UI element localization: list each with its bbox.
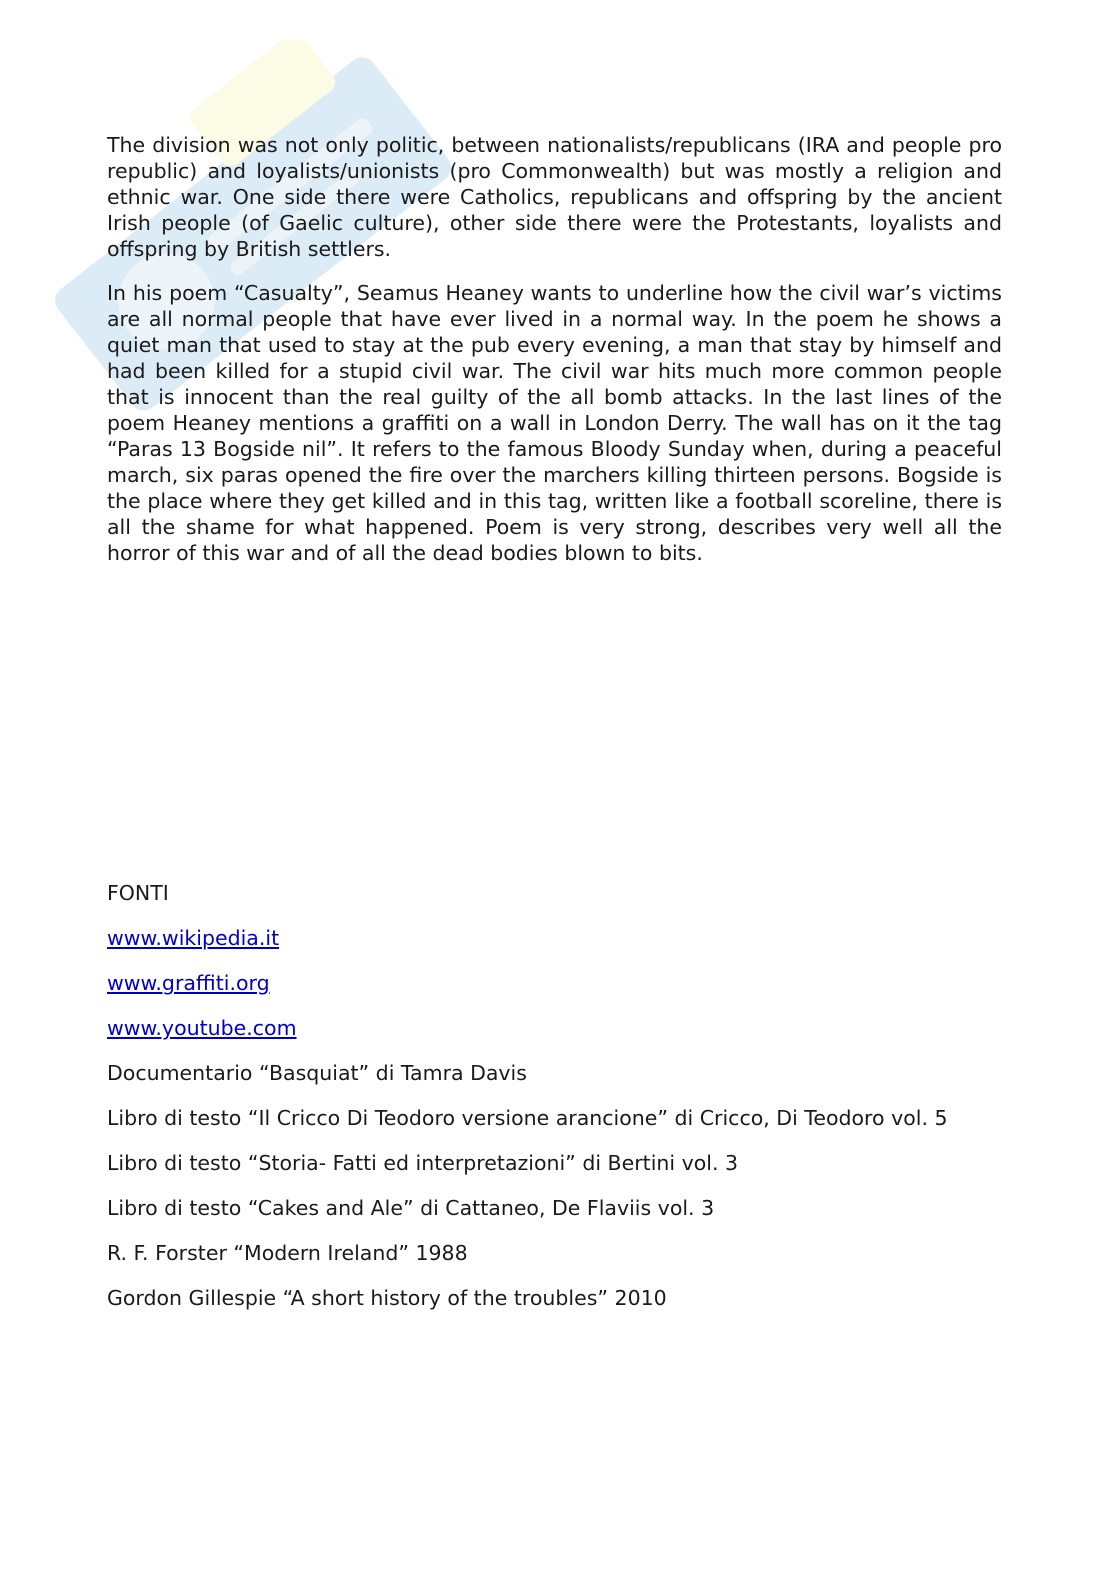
reference-item: Documentario “Basquiat” di Tamra Davis — [107, 1061, 527, 1085]
paragraph-casualty: In his poem “Casualty”, Seamus Heaney wants to underline how the civil war’s victims are all normal people that have ever lived in a normal way. In the poem he shows a quiet man that used to stay at the pub every evening, a man that stay by himself and had been killed for a stupid civil war. The civil war hits much more common people that is innocent than the real guilty of the all bomb attacks. In the last lines of the poem Heaney mentions a graffiti on a wall in London Derry. The wall has on it the tag “Paras 13 Bogside nil”. It refers to the famous Bloody Sunday when, during a peaceful march, six paras opened the fire over the marchers killing thirteen persons. Bogside is the place where they get killed and in this tag, written like a football scoreline, there is all the shame for what happened. Poem is very strong, describes very well all the horror of this war and of all the dead bodies blown to bits. — [107, 281, 1002, 565]
source-link-graffiti[interactable]: www.graffiti.org — [107, 971, 270, 995]
reference-item: Libro di testo “Storia- Fatti ed interpretazioni” di Bertini vol. 3 — [107, 1151, 739, 1175]
reference-item: Libro di testo “Il Cricco Di Teodoro versione arancione” di Cricco, Di Teodoro vol. 5 — [107, 1106, 948, 1130]
essay-body — [107, 132, 1002, 584]
source-link-youtube[interactable]: www.youtube.com — [107, 1016, 297, 1040]
reference-item: Libro di testo “Cakes and Ale” di Cattaneo, De Flaviis vol. 3 — [107, 1196, 715, 1220]
source-link-wikipedia[interactable]: www.wikipedia.it — [107, 926, 280, 950]
sources-section — [107, 880, 1007, 1330]
sources-heading: FONTI — [107, 881, 169, 905]
reference-item: R. F. Forster “Modern Ireland” 1988 — [107, 1241, 468, 1265]
reference-item: Gordon Gillespie “A short history of the troubles” 2010 — [107, 1286, 667, 1310]
paragraph-division: The division was not only politic, between nationalists/republicans (IRA and people pro republic) and loyalists/unionists (pro Commonwealth) but was mostly a religion and ethnic war. One side there were Catholics, republicans and offspring by the ancient Irish people (of Gaelic culture), other side there were the Protestants, loyalists and offspring by British settlers. — [107, 133, 1002, 261]
